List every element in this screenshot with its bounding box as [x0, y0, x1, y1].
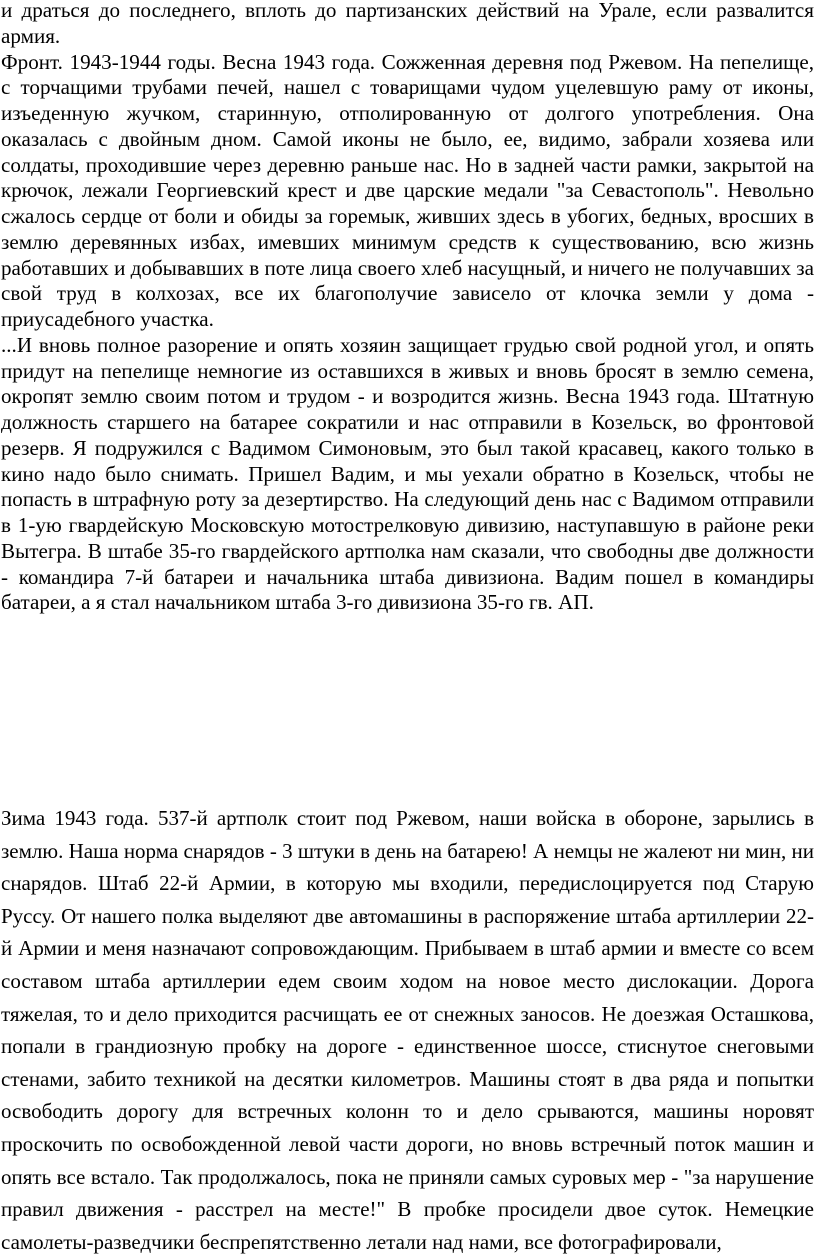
paragraph-winter-1943: Зима 1943 года. 537-й артполк стоит под Ржевом, наши войска в обороне, зарылись в землю. Наша норма снарядов - 3 штуки в день на батарею! А немцы не жалеют ни мин, ни снарядов. Штаб 22-й Армии, в которую мы входили, передислоцируется под Старую Руссу. От нашего полка выделяют две автомашины в распоряжение штаба артиллерии 22-й Армии и меня назначают сопровождающим. Прибываем в штаб армии и вместе со всем составом штаба артиллерии едем своим ходом на новое место дислокации. Дорога тяжелая, то и дело приходится расчищать ее от снежных заносов. Не доезжая Осташкова, попали в грандиозную пробку на дороге - единственное шоссе, стиснутое снеговыми стенами, забито техникой на десятки километров. Машины стоят в два ряда и попытки освободить дорогу для встречных колонн то и дело срываются, машины норовят проскочить по освобожденной левой части дороги, но вновь встречный поток машин и опять все встало. Так продолжалось, пока не приняли самых суровых мер - "за нарушение правил движения - расстрел на месте!" В пробке просидели двое суток. Немецкие самолеты-разведчики беспрепятственно летали над нами, все фотографировали,: [1, 806, 814, 1254]
paragraph-kozelsk-reserve: ...И вновь полное разорение и опять хозяин защищает грудью свой родной угол, и опять придут на пепелище немногие из оставшихся в живых и вновь бросят в землю семена, окропят землю своим потом и трудом - и возродится жизнь. Весна 1943 года. Штатную должность старшего на батарее сократили и нас отправили в Козельск, во фронтовой резерв. Я подружился с Вадимом Симоновым, это был такой красавец, какого только в кино надо было снимать. Пришел Вадим, и мы уехали обратно в Козельск, чтобы не попасть в штрафную роту за дезертирство. На следующий день нас с Вадимом отправили в 1-ую гвардейскую Московскую мотострелковую дивизию, наступавшую в районе реки Вытегра. В штабе 35-го гвардейского артполка нам сказали, что свободны две должности - командира 7-й батареи и начальника штаба дивизиона. Вадим пошел в командиры батареи, а я стал начальником штаба 3-го дивизиона 35-го гв. АП.: [1, 332, 814, 615]
loose-text-block: [1, 802, 814, 1258]
tight-text-block: [1, 0, 814, 616]
paragraph-burned-village: Фронт. 1943-1944 годы. Весна 1943 года. Сожженная деревня под Ржевом. На пепелище, с торчащими трубами печей, нашел с товарищами чудом уцелевшую раму от иконы, изъеденную жучком, старинную, отполированную от долгого употребления. Она оказалась с двойным дном. Самой иконы не было, ее, видимо, забрали хозяева или солдаты, проходившие через деревню раньше нас. Но в задней части рамки, закрытой на крючок, лежали Георгиевский крест и две царские медали "за Севастополь". Невольно сжалось сердце от боли и обиды за горемык, живших здесь в убогих, бедных, вросших в землю деревянных избах, имевших минимум средств к существованию, всю жизнь работавших и добывавших в поте лица своего хлеб насущный, и ничего не получавших за свой труд в колхозах, все их благополучие зависело от клочка земли у дома - приусадебного участка.: [1, 49, 814, 331]
paragraph-army-collapse: и драться до последнего, вплоть до партизанских действий на Урале, если развалится армия.: [1, 0, 814, 48]
